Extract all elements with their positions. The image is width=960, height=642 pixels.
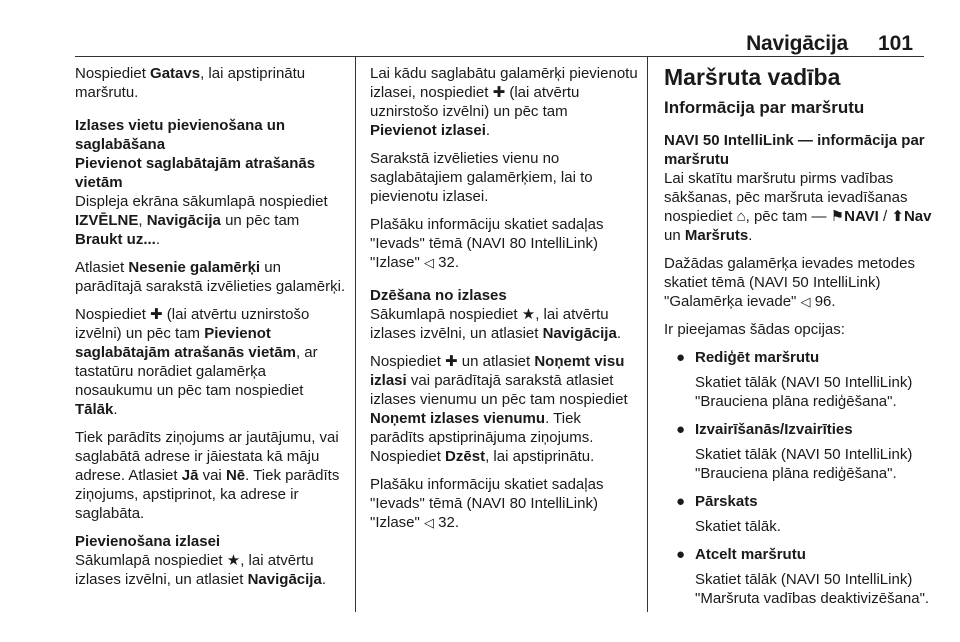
subsection-heading: Dzēšana no izlases [370, 287, 507, 304]
paragraph: Nospiediet Gatavs, lai apstiprinātu maršrutu. [75, 65, 306, 101]
list-item [664, 420, 932, 483]
paragraph: Atlasiet Nesenie galamērķi un parādītajā sarakstā izvēlieties galamērķi. [75, 259, 346, 295]
paragraph: Sākumlapā nospiediet ★, lai atvērtu izlases izvēlni, un atlasiet Navigācija. [370, 306, 621, 342]
paragraph: Sākumlapā nospiediet ★, lai atvērtu izlases izvēlni, un atlasiet Navigācija. [75, 552, 326, 588]
option-text: Skatiet tālāk (NAVI 50 IntelliLink) "Brauciena plāna rediģēšana". [695, 374, 913, 410]
paragraph: Ir pieejamas šādas opcijas: [664, 321, 845, 338]
section-heading: Informācija par maršrutu [664, 98, 865, 117]
paragraph: Dažādas galamērķa ievades metodes skatiet tēmā (NAVI 50 IntelliLink) "Galamērķa ievade" ◁ 96. [664, 255, 915, 310]
page-number: 101 [878, 32, 914, 55]
option-title: Pārskats [695, 493, 758, 510]
list-item [664, 545, 932, 608]
column-divider-2 [647, 57, 648, 612]
page-title: Navigācija [746, 32, 848, 55]
paragraph: Lai kādu saglabātu galamērķi pievienotu izlasei, nospiediet ✚ (lai atvērtu uznirstošo izvēlni) un pēc tam Pievienot izlasei. [370, 65, 638, 139]
options-list [664, 348, 932, 608]
paragraph: Displeja ekrāna sākumlapā nospiediet IZVĒLNE, Navigācija un pēc tam Braukt uz.... [75, 193, 328, 248]
paragraph: Sarakstā izvēlieties vienu no saglabātajiem galamērķiem, lai to pievienotu izlasei. [370, 150, 593, 205]
option-text: Skatiet tālāk. [695, 518, 781, 535]
section-heading: Izlases vietu pievienošana un saglabāšana [75, 117, 286, 153]
subsection-heading: Pievienošana izlasei [75, 533, 221, 550]
bullet: ● [676, 421, 686, 438]
paragraph: Tiek parādīts ziņojums ar jautājumu, vai saglabātā adrese ir jāiestata kā māju adrese. Atlasiet Jā vai Nē. Tiek parādīts ziņojums, apstiprinot, ka adrese ir saglabāta. [75, 429, 340, 522]
paragraph: Plašāku informāciju skatiet sadaļas "Ievads" tēmā (NAVI 80 IntelliLink) "Izlase" ◁ 32. [370, 476, 604, 531]
star-icon: ★ [226, 552, 241, 569]
page-reference-icon: ◁ [424, 515, 435, 530]
column-divider-1 [355, 57, 356, 612]
page-reference-icon: ◁ [424, 255, 435, 270]
bullet: ● [676, 493, 686, 510]
plus-icon: ✚ [445, 353, 458, 370]
navigation-arrow-icon: ⬆ [891, 208, 904, 225]
header-divider [75, 56, 924, 57]
flag-icon: ⚑ [830, 208, 845, 225]
page-reference-icon: ◁ [800, 294, 811, 309]
plus-icon: ✚ [150, 306, 163, 323]
column-1 [75, 64, 347, 598]
bullet: ● [676, 546, 686, 563]
option-text: Skatiet tālāk (NAVI 50 IntelliLink) "Maršruta vadības deaktivizēšana". [695, 571, 930, 607]
paragraph: Plašāku informāciju skatiet sadaļas "Ievads" tēmā (NAVI 80 IntelliLink) "Izlase" ◁ 32. [370, 216, 604, 271]
list-item [664, 348, 932, 411]
chapter-heading: Maršruta vadība [664, 64, 841, 90]
option-title: Atcelt maršrutu [695, 546, 806, 563]
paragraph: Nospiediet ✚ (lai atvērtu uznirstošo izvēlni) un pēc tam Pievienot saglabātajām atrašanās vietām, ar tastatūru norādiet galamērķa nosaukumu un pēc tam nospiediet Tālāk. [75, 306, 318, 418]
column-3 [664, 63, 932, 617]
subsection-heading: Pievienot saglabātajām atrašanās vietām [75, 155, 316, 191]
paragraph: Lai skatītu maršrutu pirms vadības sākšanas, pēc maršruta ievadīšanas nospiediet ⌂, pēc tam — ⚑NAVI / ⬆Nav un Maršruts. [664, 170, 932, 244]
column-2 [370, 64, 638, 541]
bullet: ● [676, 349, 686, 366]
option-title: Izvairīšanās/Izvairīties [695, 421, 853, 438]
list-item [664, 492, 932, 536]
star-icon: ★ [521, 306, 536, 323]
paragraph: Nospiediet ✚ un atlasiet Noņemt visu izlasi vai parādītajā sarakstā atlasiet izlases vienumu un pēc tam nospiediet Noņemt izlases vienumu. Tiek parādīts apstiprinājuma ziņojums. Nospiediet Dzēst, lai apstiprinātu. [370, 353, 628, 465]
subsection-heading: NAVI 50 IntelliLink — informācija par maršrutu [664, 132, 925, 168]
option-title: Rediģēt maršrutu [695, 349, 820, 366]
option-text: Skatiet tālāk (NAVI 50 IntelliLink) "Brauciena plāna rediģēšana". [695, 446, 913, 482]
home-icon: ⌂ [736, 208, 746, 225]
plus-icon: ✚ [492, 84, 506, 101]
